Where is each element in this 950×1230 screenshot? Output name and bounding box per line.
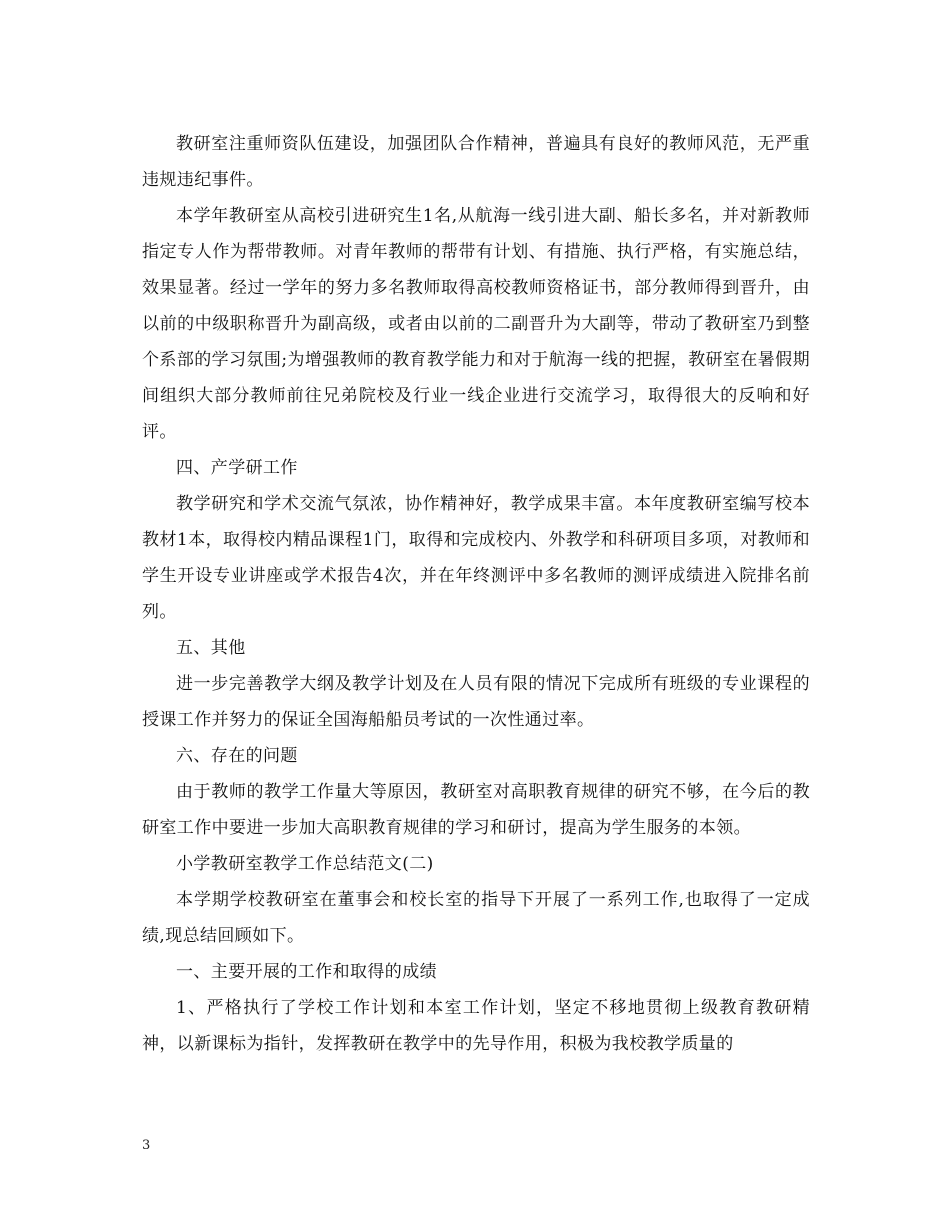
section-title-sample-two: 小学教研室教学工作总结范文(二) — [176, 854, 434, 874]
paragraph-semester-summary: 本学期学校教研室在董事会和校长室的指导下开展了一系列工作,也取得了一定成绩,现总结回顾如下。 — [142, 890, 810, 946]
heading-main-work: 一、主要开展的工作和取得的成绩 — [176, 962, 437, 982]
page-number: 3 — [142, 1138, 151, 1153]
document-body — [142, 126, 810, 1062]
paragraph-other: 进一步完善教学大纲及教学计划及在人员有限的情况下完成所有班级的专业课程的授课工作并努力的保证全国海船船员考试的一次性通过率。 — [142, 674, 810, 730]
heading-problems: 六、存在的问题 — [176, 746, 298, 766]
paragraph-teacher-team: 教研室注重师资队伍建设，加强团队合作精神，普遍具有良好的教师风范，无严重违规违纪事件。 — [142, 134, 810, 190]
paragraph-research-results: 教学研究和学术交流气氛浓，协作精神好，教学成果丰富。本年度教研室编写校本教材1本，取得校内精品课程1门，取得和完成校内、外教学和科研项目多项，对教师和学生开设专业讲座或学术报告4次，并在年终测评中多名教师的测评成绩进入院排名前列。 — [142, 494, 810, 622]
heading-other: 五、其他 — [176, 638, 246, 658]
paragraph-work-item-one: 1、严格执行了学校工作计划和本室工作计划，坚定不移地贯彻上级教育教研精神，以新课标为指针，发挥教研在教学中的先导作用，积极为我校教学质量的 — [142, 998, 810, 1054]
paragraph-staff-development: 本学年教研室从高校引进研究生1名,从航海一线引进大副、船长多名，并对新教师指定专人作为帮带教师。对青年教师的帮带有计划、有措施、执行严格，有实施总结，效果显著。经过一学年的努力多名教师取得高校教师资格证书，部分教师得到晋升，由以前的中级职称晋升为副高级，或者由以前的二副晋升为大副等，带动了教研室乃到整个系部的学习氛围;为增强教师的教育教学能力和对于航海一线的把握，教研室在暑假期间组织大部分教师前往兄弟院校及行业一线企业进行交流学习，取得很大的反响和好评。 — [142, 206, 810, 442]
heading-industry-research: 四、产学研工作 — [176, 458, 298, 478]
paragraph-problems: 由于教师的教学工作量大等原因，教研室对高职教育规律的研究不够，在今后的教研室工作中要进一步加大高职教育规律的学习和研讨，提高为学生服务的本领。 — [142, 782, 810, 838]
